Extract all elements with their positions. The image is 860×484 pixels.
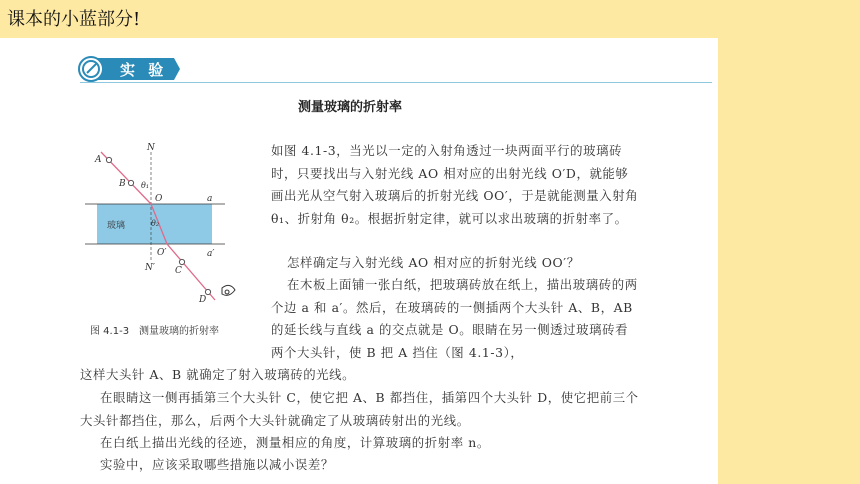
paragraph-2: 怎样确定与入射光线 AO 相对应的折射光线 OO′？ <box>287 255 580 270</box>
label-O: O <box>155 194 163 204</box>
pin-C <box>179 259 184 264</box>
label-C: C <box>175 266 182 276</box>
eye-icon <box>222 285 235 295</box>
pin-A <box>106 157 111 162</box>
label-theta1: θ₁ <box>141 181 150 190</box>
refraction-figure <box>85 140 265 320</box>
section-title: 测量玻璃的折射率 <box>298 100 403 115</box>
label-a2: a′ <box>207 249 215 259</box>
paragraph-5: 在眼睛这一侧再插第三个大头针 C，使它把 A、B 都挡住，插第四个大头针 D，使它把前三个大头针都挡住，那么，后两个大头针就确定了从玻璃砖射出的光线。 <box>80 390 639 428</box>
banner-label: 实 验 <box>120 61 168 79</box>
header-label: 课本的小蓝部分! <box>7 9 141 30</box>
figure-caption: 图 4.1-3 测量玻璃的折射率 <box>90 326 220 337</box>
pin-B <box>128 180 133 185</box>
banner-rule <box>80 82 712 83</box>
label-N2: N′ <box>145 263 155 273</box>
paragraph-1: 如图 4.1-3，当光以一定的入射角透过一块两面平行的玻璃砖时，只要找出与入射光线 AO 相对应的出射光线 O′D，就能够画出光从空气射入玻璃后的折射光线 OO′，于是就能测量入射角 θ₁、折射角 θ₂。根据折射定律，就可以求出玻璃的折射率了。 <box>271 143 639 226</box>
label-O2: O′ <box>157 248 167 258</box>
label-glass: 玻璃 <box>107 221 126 231</box>
label-N: N <box>147 143 155 153</box>
label-theta2: θ₂ <box>151 219 160 228</box>
paragraph-4: 这样大头针 A、B 就确定了射入玻璃砖的光线。 <box>80 367 356 382</box>
label-a: a <box>207 194 213 204</box>
paragraph-6: 在白纸上描出光线的径迹，测量相应的角度，计算玻璃的折射率 n。 <box>100 435 490 450</box>
pin-D <box>205 289 210 294</box>
paragraph-7: 实验中，应该采取哪些措施以减小误差？ <box>100 457 334 472</box>
textbook-page <box>0 38 718 484</box>
label-D: D <box>199 295 207 305</box>
label-A: A <box>95 155 102 165</box>
label-B: B <box>119 179 126 189</box>
paragraph-3: 在木板上面铺一张白纸，把玻璃砖放在纸上，描出玻璃砖的两个边 a 和 a′。然后，在玻璃砖的一侧插两个大头针 A、B，AB 的延长线与直线 a 的交点就是 O。眼睛在另一侧透过玻璃砖看两个大头针，使 B 把 A 挡住（图 4.1-3）， <box>271 277 638 360</box>
